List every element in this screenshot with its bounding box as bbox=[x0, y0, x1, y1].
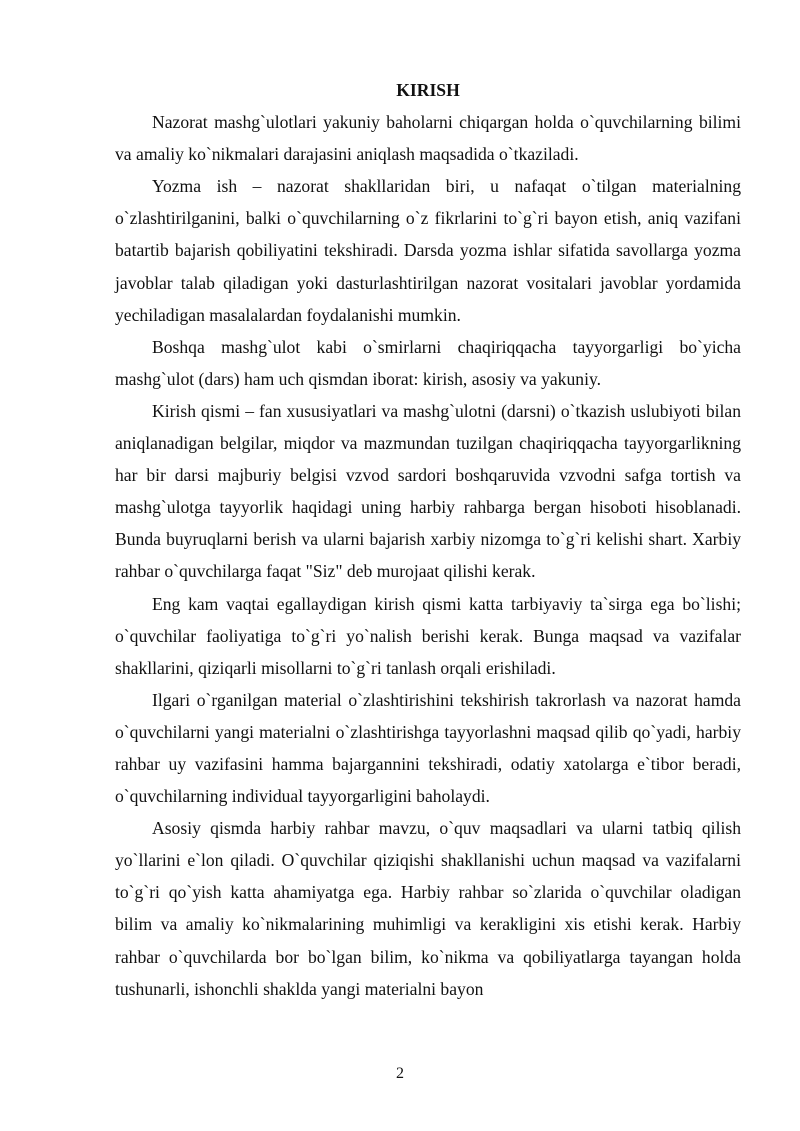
section-title: KIRISH bbox=[396, 80, 460, 100]
page-number: 2 bbox=[396, 1065, 404, 1082]
paragraph-5: Eng kam vaqtai egallaydigan kirish qismi katta tarbiyaviy ta`sirga ega bo`lishi; o`quvchilar faoliyatiga to`g`ri yo`nalish berishi kerak. Bunga maqsad va vazifalar shakllarini, qiziqarli misollarni to`g`ri tanlash orqali erishiladi. bbox=[115, 593, 741, 678]
paragraph-3: Boshqa mashg`ulot kabi o`smirlarni chaqiriqqacha tayyorgarligi bo`yicha mashg`ulot (dars) ham uch qismdan iborat: kirish, asosiy va yakuniy. bbox=[115, 336, 741, 389]
paragraph-1: Nazorat mashg`ulotlari yakuniy baholarni chiqargan holda o`quvchilarning bilimi va amaliy ko`nikmalari darajasini aniqlash maqsadida o`tkaziladi. bbox=[115, 112, 741, 165]
paragraph-7: Asosiy qismda harbiy rahbar mavzu, o`quv maqsadlari va ularni tatbiq qilish yo`llarini e`lon qiladi. O`quvchilar qiziqishi shakllanishi uchun maqsad va vazifalarni to`g`ri qo`yish katta ahamiyatga ega. Harbiy rahbar so`zlarida o`quvchilar oladigan bilim va amaliy ko`nikmalarining muhimligi va kerakligini xis etishi kerak. Harbiy rahbar o`quvchilarda bor bo`lgan bilim, ko`nikma va qobiliyatlarga tayangan holda tushunarli, ishonchli shaklda yangi materialni bayon bbox=[115, 818, 741, 999]
document-body bbox=[115, 74, 741, 1005]
paragraph-4: Kirish qismi – fan xususiyatlari va mashg`ulotni (darsni) o`tkazish uslubiyoti bilan aniqlanadigan belgilar, miqdor va mazmundan tuzilgan chaqiriqqacha tayyorgarlikning har bir darsi majburiy belgisi vzvod sardori boshqaruvida vzvodni safga tortish va mashg`ulotga tayyorlik haqidagi uning harbiy rahbarga bergan hisoboti hisoblanadi. Bunda buyruqlarni berish va ularni bajarish xarbiy nizomga to`g`ri kelishi shart. Xarbiy rahbar o`quvchilarga faqat "Siz" deb murojaat qilishi kerak. bbox=[115, 400, 741, 582]
paragraph-2: Yozma ish – nazorat shakllaridan biri, u nafaqat o`tilgan materialning o`zlashtirilganini, balki o`quvchilarning o`z fikrlarini to`g`ri bayon etish, aniq vazifani batartib bajarish qobiliyatini tekshiradi. Darsda yozma ishlar sifatida savollarga yozma javoblar talab qiladigan yoki dasturlashtirilgan nazorat vositalari javoblar yordamida yechiladigan masalalardan foydalanishi mumkin. bbox=[115, 176, 741, 325]
paragraph-6: Ilgari o`rganilgan material o`zlashtirishini tekshirish takrorlash va nazorat hamda o`quvchilarni yangi materialni o`zlashtirishga tayyorlashni maqsad qilib qo`yadi, harbiy rahbar uy vazifasini hamma bajargannini tekshiradi, odatiy xatolarga e`tibor beradi, o`quvchilarning individual tayyorgarligini baholaydi. bbox=[115, 689, 741, 807]
